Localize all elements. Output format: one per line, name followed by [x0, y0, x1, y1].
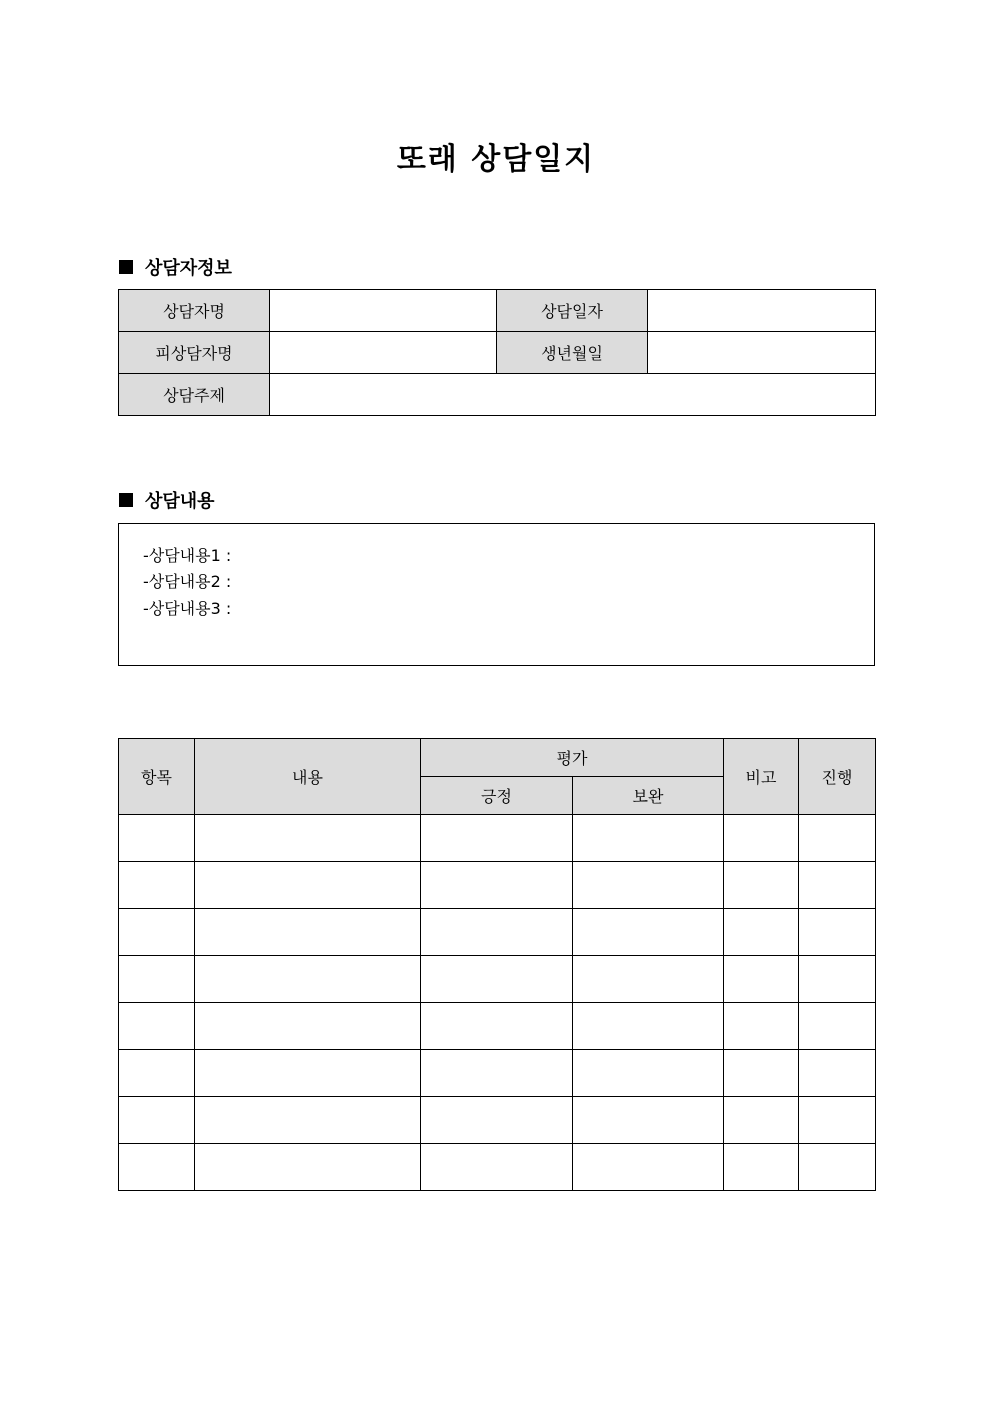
supplement-cell[interactable] — [573, 1050, 724, 1097]
label-counselor-name: 상담자명 — [119, 290, 270, 332]
progress-cell[interactable] — [799, 1003, 876, 1050]
remarks-cell[interactable] — [724, 909, 799, 956]
counselee-name-field[interactable] — [270, 332, 497, 374]
table-row — [119, 290, 876, 332]
table-row — [119, 1003, 876, 1050]
content-cell[interactable] — [195, 862, 421, 909]
positive-cell[interactable] — [421, 909, 573, 956]
topic-field[interactable] — [270, 374, 876, 416]
evaluation-table — [118, 738, 876, 1191]
table-row — [119, 815, 876, 862]
label-counselee-name: 피상담자명 — [119, 332, 270, 374]
positive-cell[interactable] — [421, 815, 573, 862]
content-cell[interactable] — [195, 815, 421, 862]
remarks-cell[interactable] — [724, 1003, 799, 1050]
content-cell[interactable] — [195, 1003, 421, 1050]
remarks-cell[interactable] — [724, 956, 799, 1003]
item-cell[interactable] — [119, 862, 195, 909]
content-cell[interactable] — [195, 1097, 421, 1144]
item-cell[interactable] — [119, 1097, 195, 1144]
item-cell[interactable] — [119, 1050, 195, 1097]
square-bullet-icon — [119, 493, 133, 507]
counsel-date-field[interactable] — [648, 290, 876, 332]
content-cell[interactable] — [195, 1144, 421, 1191]
supplement-cell[interactable] — [573, 1144, 724, 1191]
positive-cell[interactable] — [421, 956, 573, 1003]
counsel-content-line-2: -상담내용2 : — [143, 572, 232, 591]
remarks-cell[interactable] — [724, 1144, 799, 1191]
supplement-cell[interactable] — [573, 862, 724, 909]
table-row — [119, 909, 876, 956]
square-bullet-icon — [119, 260, 133, 274]
progress-cell[interactable] — [799, 1144, 876, 1191]
item-cell[interactable] — [119, 815, 195, 862]
header-progress: 진행 — [799, 739, 876, 815]
supplement-cell[interactable] — [573, 815, 724, 862]
label-birth-date: 생년월일 — [497, 332, 648, 374]
content-cell[interactable] — [195, 1050, 421, 1097]
positive-cell[interactable] — [421, 1003, 573, 1050]
header-remarks: 비고 — [724, 739, 799, 815]
supplement-cell[interactable] — [573, 909, 724, 956]
section-heading-label: 상담내용 — [145, 491, 215, 512]
table-row — [119, 374, 876, 416]
header-positive: 긍정 — [421, 777, 573, 815]
progress-cell[interactable] — [799, 956, 876, 1003]
progress-cell[interactable] — [799, 1097, 876, 1144]
progress-cell[interactable] — [799, 909, 876, 956]
supplement-cell[interactable] — [573, 1097, 724, 1144]
content-cell[interactable] — [195, 909, 421, 956]
section-heading-label: 상담자정보 — [145, 258, 232, 279]
table-row — [119, 1097, 876, 1144]
positive-cell[interactable] — [421, 1050, 573, 1097]
page-title: 또래 상담일지 — [396, 142, 596, 177]
positive-cell[interactable] — [421, 862, 573, 909]
item-cell[interactable] — [119, 1003, 195, 1050]
remarks-cell[interactable] — [724, 1050, 799, 1097]
table-row — [119, 332, 876, 374]
counsel-content-box[interactable] — [118, 523, 875, 666]
remarks-cell[interactable] — [724, 862, 799, 909]
supplement-cell[interactable] — [573, 956, 724, 1003]
remarks-cell[interactable] — [724, 1097, 799, 1144]
label-counsel-date: 상담일자 — [497, 290, 648, 332]
counselor-name-field[interactable] — [270, 290, 497, 332]
section-heading-counselor-info — [119, 254, 232, 280]
counselor-info-table — [118, 289, 876, 416]
item-cell[interactable] — [119, 956, 195, 1003]
supplement-cell[interactable] — [573, 1003, 724, 1050]
label-topic: 상담주제 — [119, 374, 270, 416]
item-cell[interactable] — [119, 1144, 195, 1191]
content-cell[interactable] — [195, 956, 421, 1003]
remarks-cell[interactable] — [724, 815, 799, 862]
progress-cell[interactable] — [799, 1050, 876, 1097]
header-content: 내용 — [195, 739, 421, 815]
header-supplement: 보완 — [573, 777, 724, 815]
positive-cell[interactable] — [421, 1097, 573, 1144]
birth-date-field[interactable] — [648, 332, 876, 374]
counsel-content-line-1: -상담내용1 : — [143, 546, 232, 565]
table-header-row — [119, 739, 876, 777]
counsel-content-line-3: -상담내용3 : — [143, 599, 232, 618]
item-cell[interactable] — [119, 909, 195, 956]
progress-cell[interactable] — [799, 815, 876, 862]
table-row — [119, 862, 876, 909]
positive-cell[interactable] — [421, 1144, 573, 1191]
header-item: 항목 — [119, 739, 195, 815]
section-heading-counsel-content — [119, 487, 215, 513]
header-evaluation: 평가 — [421, 739, 724, 777]
table-row — [119, 1144, 876, 1191]
table-row — [119, 1050, 876, 1097]
table-row — [119, 956, 876, 1003]
progress-cell[interactable] — [799, 862, 876, 909]
